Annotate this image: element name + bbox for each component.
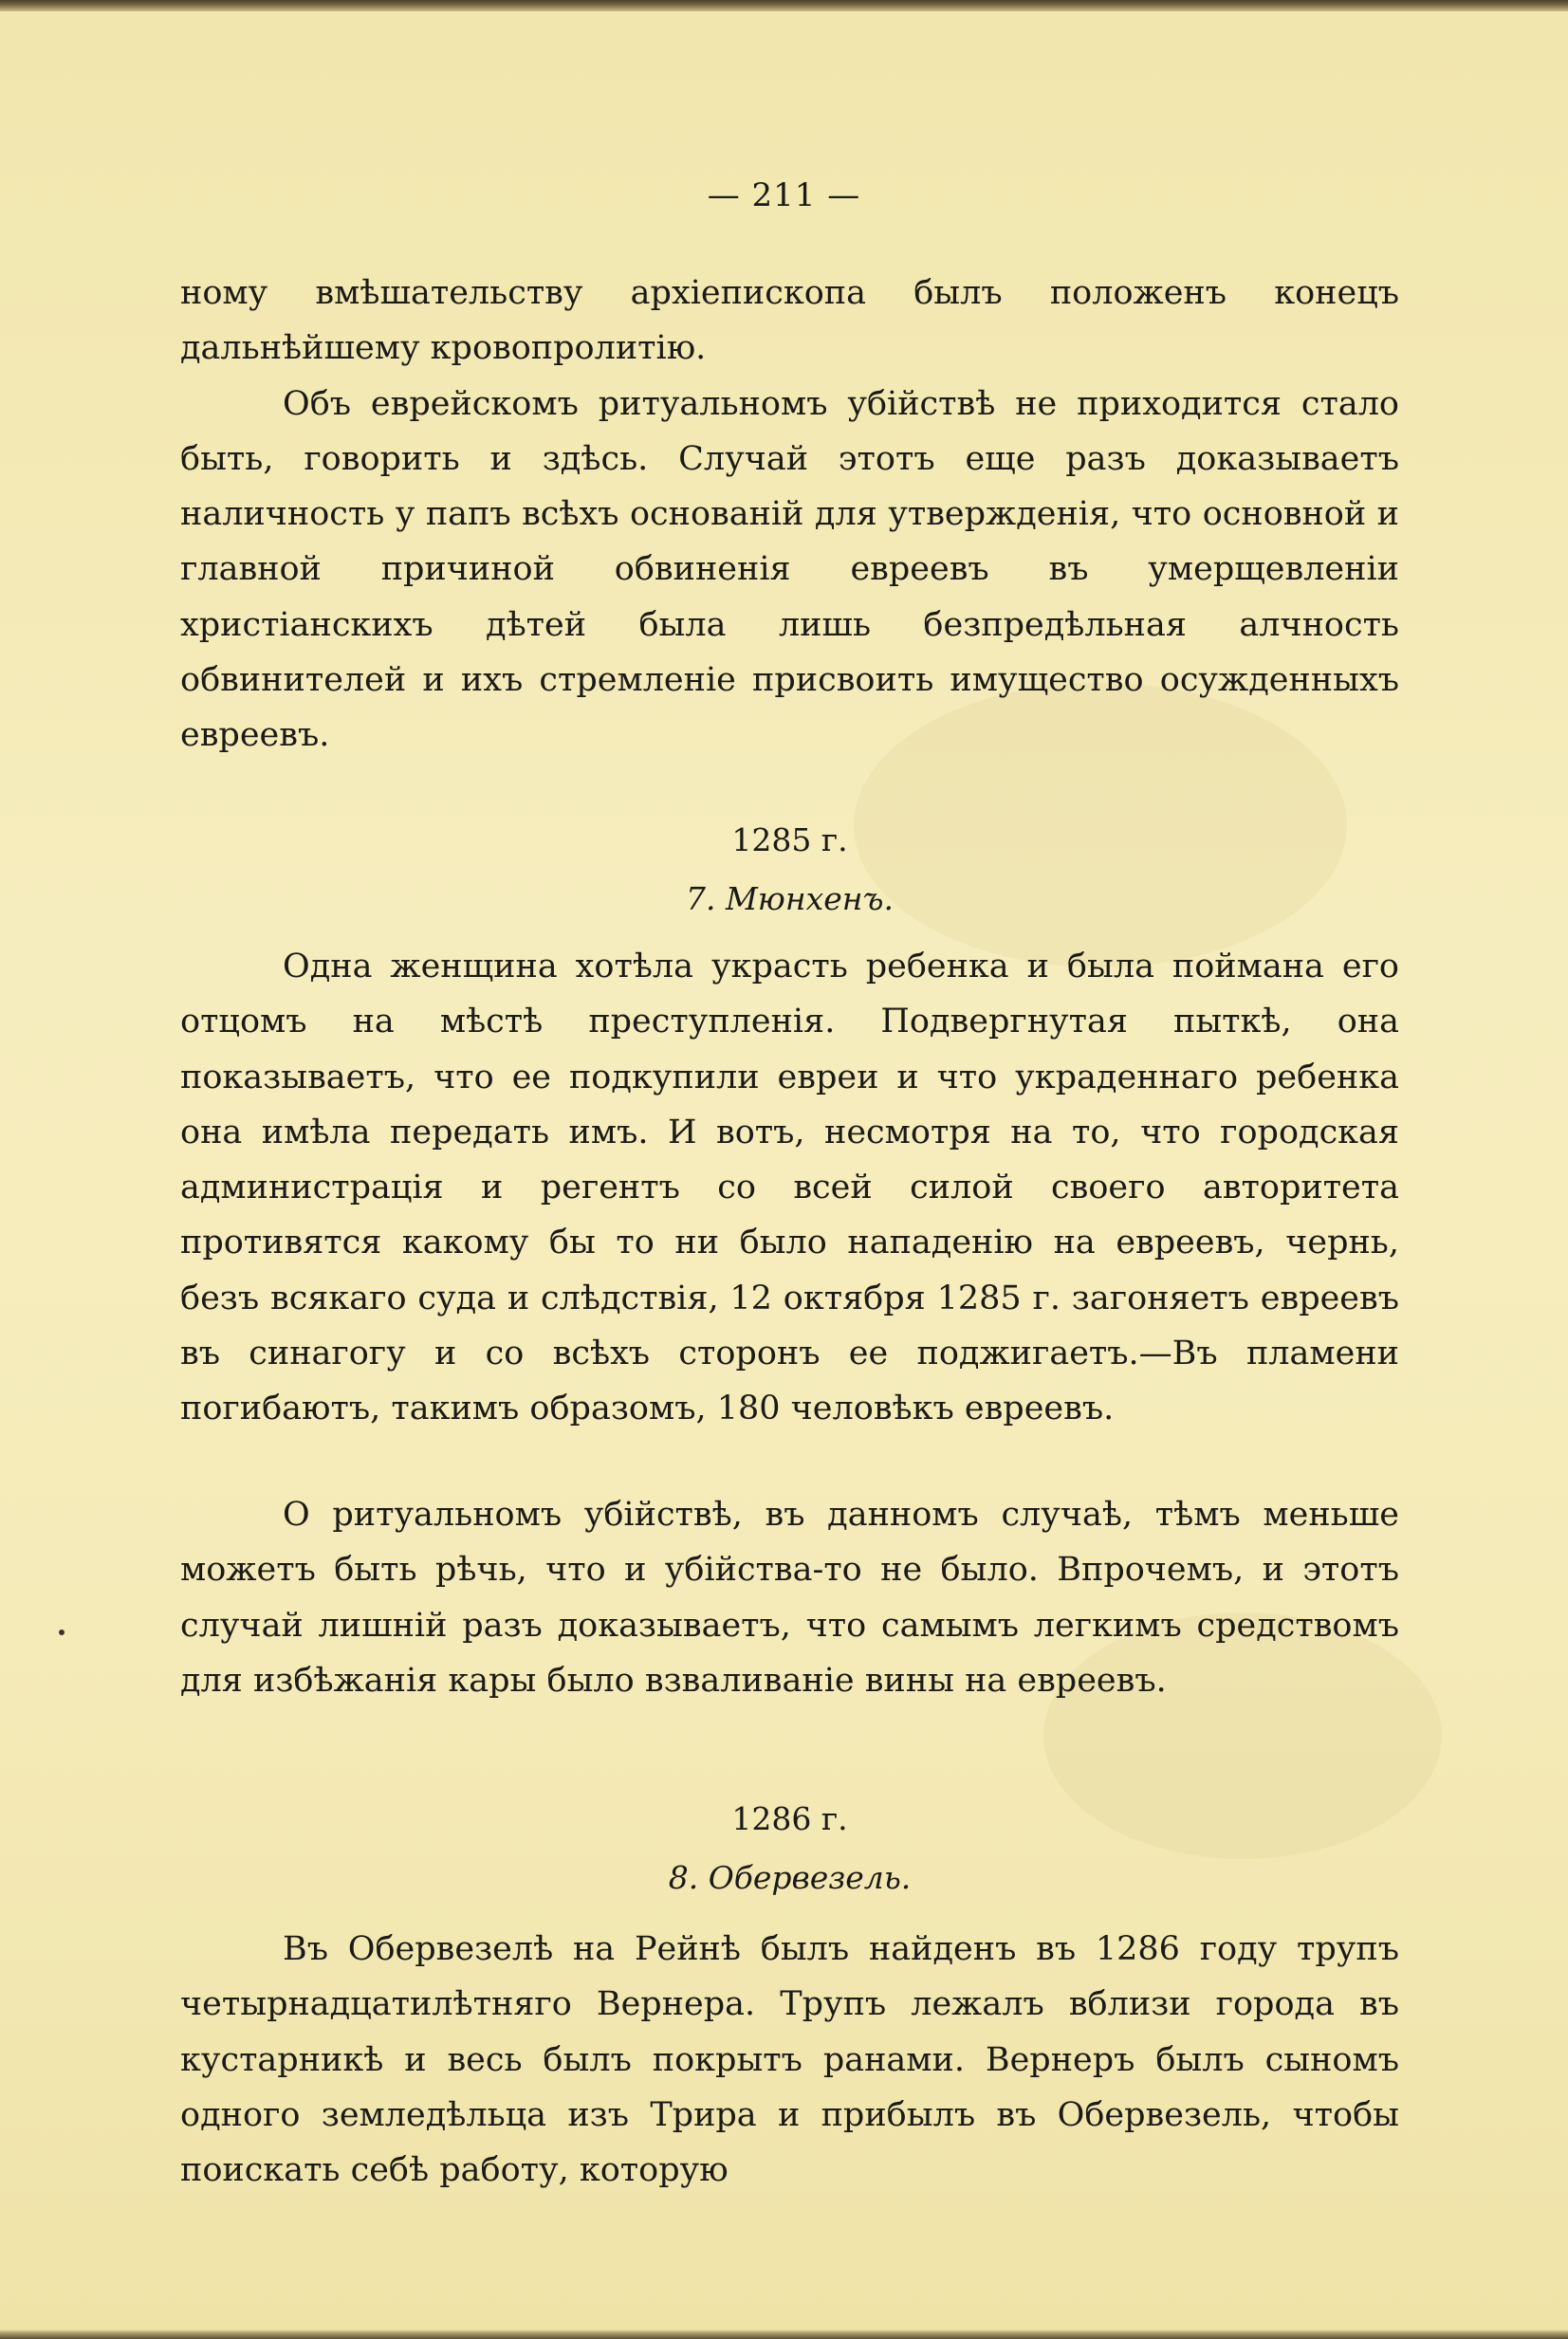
section-title-munich: 7. Мюнхенъ. xyxy=(686,880,894,917)
text-block-munich xyxy=(180,939,1399,1437)
text-block-opening xyxy=(180,266,1399,764)
paragraph-continuation: ному вмѣшательству архіепископа былъ положенъ конецъ дальнѣйшему кровопролитію. xyxy=(180,274,1399,368)
page-bottom-edge xyxy=(0,2330,1568,2339)
paragraph-munich-account: Одна женщина хотѣла украсть ребенка и была поймана его отцомъ на мѣстѣ преступленія. Подвергнутая пыткѣ, она показываетъ, что ее подкупили евреи и что украденнаго ребенка она имѣла передать имъ. И вотъ, несмотря на то, что городская администрація и регентъ со всей силой своего авторитета противятся какому бы то ни было нападенію на евреевъ, чернь, безъ всякаго суда и слѣдствія, 12 октября 1285 г. загоняетъ евреевъ въ синагогу и со всѣхъ сторонъ ее поджигаетъ.—Въ пламени погибаютъ, такимъ образомъ, 180 человѣкъ евреевъ. xyxy=(180,948,1399,1428)
paragraph-munich-comment: О ритуальномъ убійствѣ, въ данномъ случаѣ, тѣмъ меньше можетъ быть рѣчь, что и убійства-то не было. Впрочемъ, и этотъ случай лишній разъ доказываетъ, что самымъ легкимъ средствомъ для избѣжанія кары было взваливаніе вины на евреевъ. xyxy=(180,1496,1399,1700)
margin-mark xyxy=(59,1630,65,1635)
text-block-oberwesel xyxy=(180,1922,1399,2198)
page-top-edge xyxy=(0,0,1568,11)
section-year-1286: 1286 г. xyxy=(731,1800,848,1837)
section-title-oberwesel: 8. Обервезель. xyxy=(668,1859,912,1896)
page-number: — 211 — xyxy=(707,176,861,214)
paragraph-ritual-murder-note: Объ еврейскомъ ритуальномъ убійствѣ не приходится стало быть, говорить и здѣсь. Случай этотъ еще разъ доказываетъ наличность у папъ всѣхъ основаній для утвержденія, что основной и главной причиной обвиненія евреевъ въ умерщевленіи христіанскихъ дѣтей была лишь безпредѣльная алчность обвинителей и ихъ стремленіе присвоить имущество осужденныхъ евреевъ. xyxy=(180,384,1399,755)
section-year-1285: 1285 г. xyxy=(731,821,848,858)
paragraph-oberwesel-account: Въ Обервезелѣ на Рейнѣ былъ найденъ въ 1286 году трупъ четырнадцатилѣтняго Вернера. Трупъ лежалъ вблизи города въ кустарникѣ и весь былъ покрытъ ранами. Вернеръ былъ сыномъ одного земледѣльца изъ Трира и прибылъ въ Обервезель, чтобы поискать себѣ работу, которую xyxy=(180,1930,1399,2190)
text-block-munich-comment xyxy=(180,1487,1399,1708)
